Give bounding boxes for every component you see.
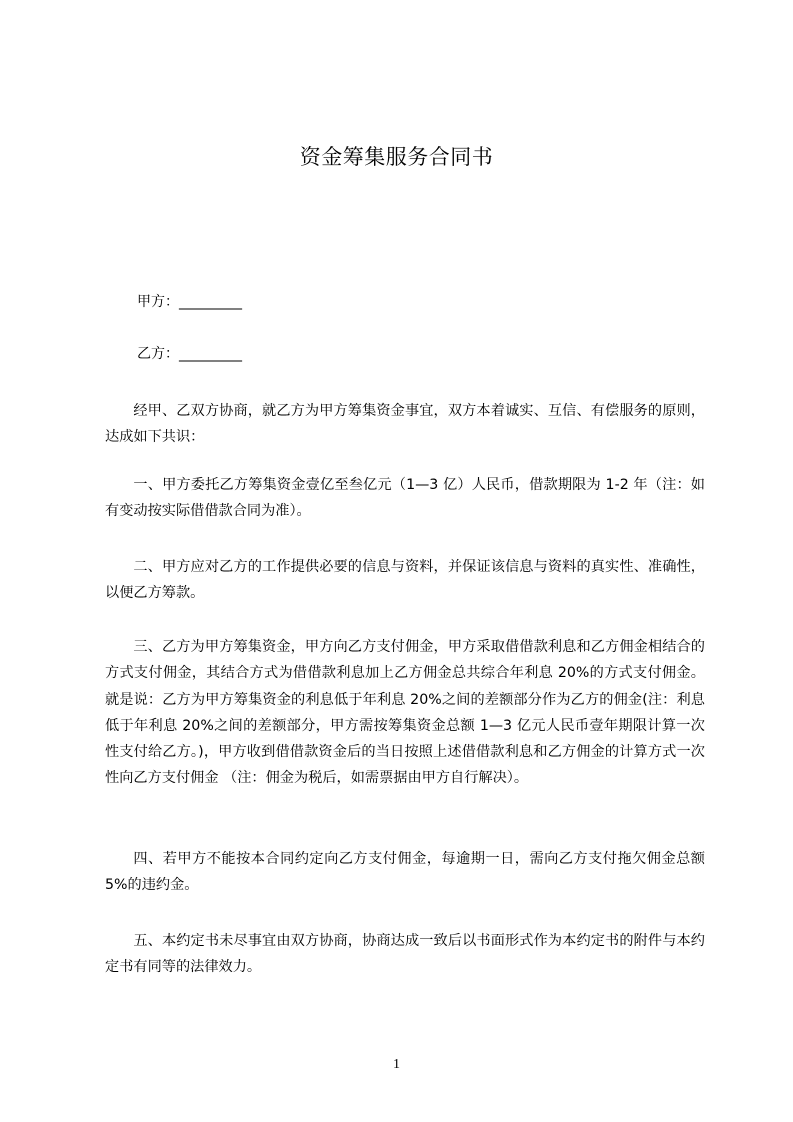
clause-5-paragraph: 五、本约定书未尽事宜由双方协商，协商达成一致后以书面形式作为本约定书的附件与本约定书有同等的法律效力。 <box>105 933 705 976</box>
clause-4-paragraph: 四、若甲方不能按本合同约定向乙方支付佣金，每逾期一日，需向乙方支付拖欠佣金总额 5%的违约金。 <box>105 851 705 894</box>
clause-1-paragraph: 一、甲方委托乙方筹集资金壹亿至叁亿元（1—3 亿）人民币，借款期限为 1-2 年（注：如有变动按实际借借款合同为准）。 <box>105 477 705 520</box>
page-number: 1 <box>393 1057 400 1072</box>
party-b-line: 乙方：_________ <box>137 346 242 362</box>
clause-3-paragraph: 三、乙方为甲方筹集资金，甲方向乙方支付佣金，甲方采取借借款利息和乙方佣金相结合的方式支付佣金，其结合方式为借借款利息加上乙方佣金总共综合年利息 20%的方式支付佣金。就是说：乙方为甲方筹集资金的利息低于年利息 20%之间的差额部分作为乙方的佣金(注：利息低于年利息 20%之间的差额部分，甲方需按筹集资金总额 1—3 亿元人民币壹年期限计算一次性支付给乙方。)，甲方收到借借款资金后的当日按照上述借借款利息和乙方佣金的计算方式一次性向乙方支付佣金 （注：佣金为税后，如需票据由甲方自行解决）。 <box>105 639 705 787</box>
party-a-line: 甲方：_________ <box>137 294 242 310</box>
clause-2-paragraph: 二、甲方应对乙方的工作提供必要的信息与资料，并保证该信息与资料的真实性、准确性，以便乙方筹款。 <box>105 559 705 602</box>
intro-paragraph: 经甲、乙双方协商，就乙方为甲方筹集资金事宜，双方本着诚实、互信、有偿服务的原则，达成如下共识： <box>105 403 705 446</box>
document-title: 资金筹集服务合同书 <box>299 145 494 169</box>
